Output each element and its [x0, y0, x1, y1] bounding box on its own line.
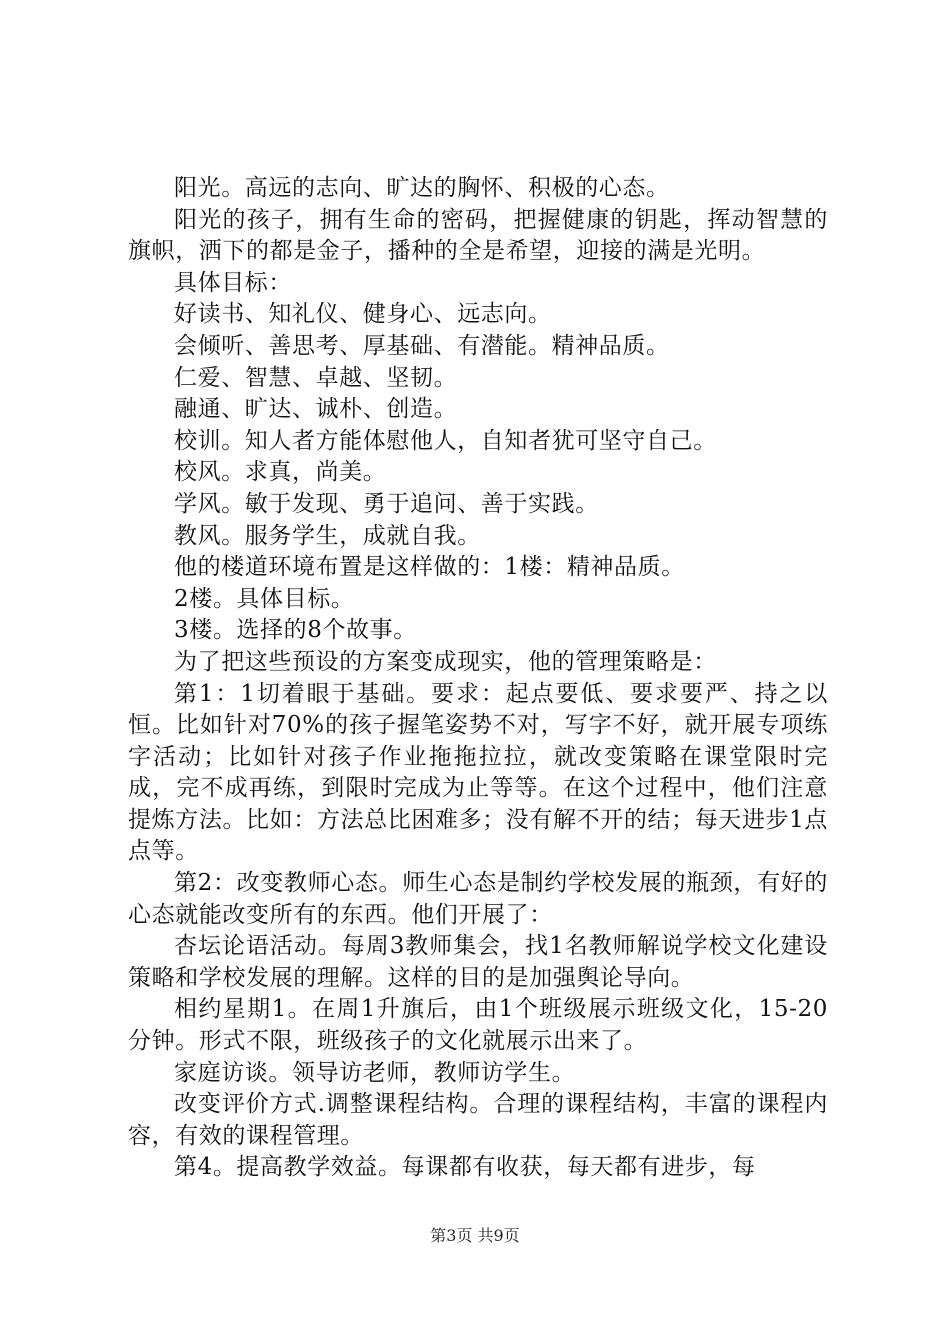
- paragraph: 会倾听、善思考、厚基础、有潜能。精神品质。: [174, 332, 670, 359]
- paragraph: 相约星期1。在周1升旗后，由1个班级展示班级文化，15-20分钟。形式不限，班级孩子的文化就展示出来了。: [128, 996, 828, 1055]
- paragraph: 3楼。选择的8个故事。: [174, 617, 417, 644]
- paragraph: 校训。知人者方能体慰他人，自知者犹可坚守自己。: [174, 427, 717, 454]
- paragraph: 他的楼道环境布置是这样做的：1楼：精神品质。: [174, 554, 685, 581]
- paragraph: 阳光。高远的志向、旷达的胸怀、积极的心态。: [174, 175, 670, 201]
- paragraph: 2楼。具体目标。: [174, 585, 355, 612]
- paragraph: 具体目标：: [174, 269, 292, 296]
- paragraph: 好读书、知礼仪、健身心、远志向。: [174, 301, 552, 328]
- page-footer: 第3页 共9页: [430, 1226, 520, 1245]
- paragraph: 杏坛论语活动。每周3教师集会，找1名教师解说学校文化建设策略和学校发展的理解。这样的目的是加强舆论导向。: [128, 933, 828, 991]
- document-body: [128, 173, 828, 1184]
- paragraph: 第4。提高教学效益。每课都有收获，每天都有进步，每: [174, 1154, 756, 1181]
- paragraph: 学风。敏于发现、勇于追问、善于实践。: [174, 490, 599, 517]
- paragraph: 为了把这些预设的方案变成现实，他的管理策略是：: [174, 648, 717, 675]
- paragraph: 校风。求真，尚美。: [174, 459, 387, 486]
- paragraph: 融通、旷达、诚朴、创造。: [174, 396, 458, 423]
- paragraph: 教风。服务学生，成就自我。: [174, 522, 481, 549]
- paragraph: 阳光的孩子，拥有生命的密码，把握健康的钥匙，挥动智慧的旗帜，洒下的都是金子，播种的全是希望，迎接的满是光明。: [128, 206, 828, 265]
- paragraph: 改变评价方式.调整课程结构。合理的课程结构，丰富的课程内容，有效的课程管理。: [128, 1091, 828, 1149]
- paragraph: 仁爱、智慧、卓越、坚韧。: [174, 364, 458, 391]
- paragraph: 第1：1切着眼于基础。要求：起点要低、要求要严、持之以恒。比如针对70%的孩子握笔姿势不对，写字不好，就开展专项练字活动；比如针对孩子作业拖拖拉拉，就改变策略在课堂限时完成，完不成再练，到限时完成为止等等。在这个过程中，他们注意提炼方法。比如：方法总比困难多；没有解不开的结；每天进步1点点等。: [128, 680, 828, 865]
- paragraph: 家庭访谈。领导访老师，教师访学生。: [174, 1059, 576, 1086]
- paragraph: 第2：改变教师心态。师生心态是制约学校发展的瓶颈，有好的心态就能改变所有的东西。他们开展了：: [128, 870, 828, 928]
